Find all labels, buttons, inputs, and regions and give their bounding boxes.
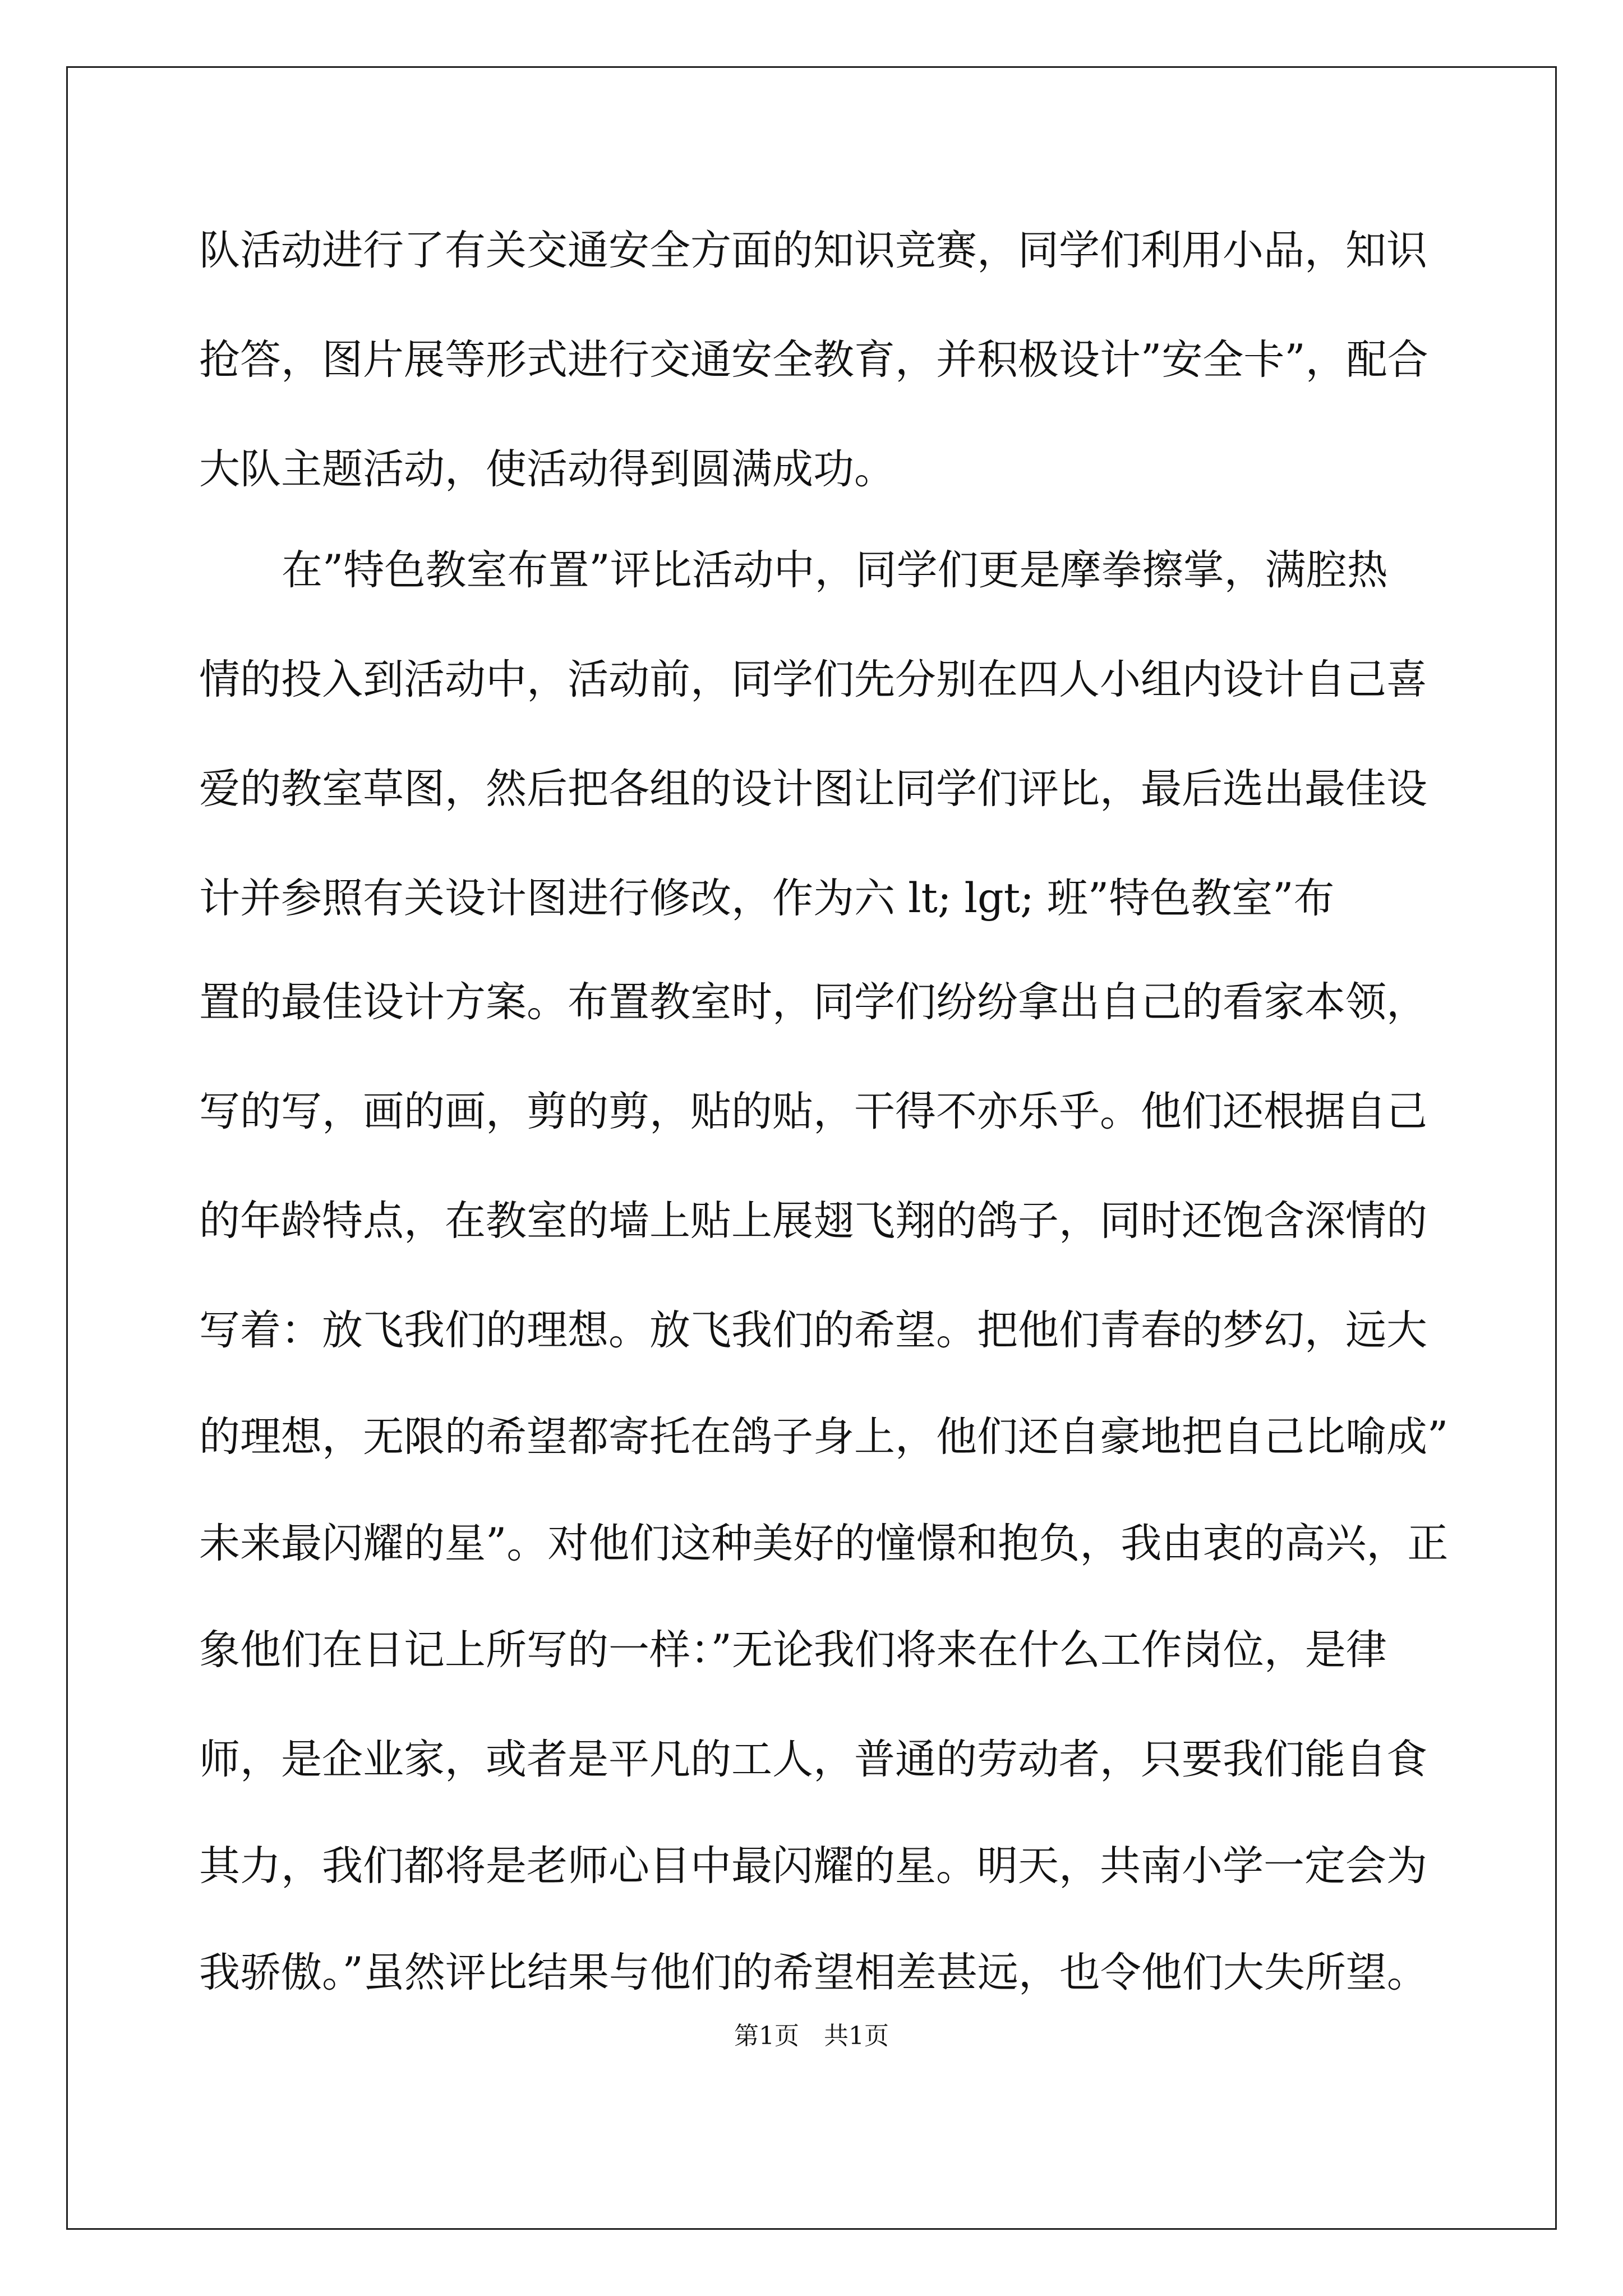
body-line-2: 抢答，图片展等形式进行交通安全教育，并积极设计”安全卡”，配合 xyxy=(199,336,1428,384)
body-line-10: 的年龄特点，在教室的墙上贴上展翅飞翔的鸽子，同时还饱含深情的 xyxy=(199,1197,1427,1245)
body-line-11: 写着：放飞我们的理想。放飞我们的希望。把他们青春的梦幻，远大 xyxy=(199,1306,1427,1354)
body-line-8: 置的最佳设计方案。布置教室时，同学们纷纷拿出自己的看家本领， xyxy=(199,978,1427,1026)
body-line-9: 写的写，画的画，剪的剪，贴的贴，干得不亦乐乎。他们还根据自己 xyxy=(199,1088,1427,1135)
body-line-7: 计并参照有关设计图进行修改，作为六 lt; lgt; 班”特色教室”布 xyxy=(199,875,1335,922)
body-line-15: 师，是企业家，或者是平凡的工人，普通的劳动者，只要我们能自食 xyxy=(199,1736,1427,1783)
body-line-16: 其力，我们都将是老师心目中最闪耀的星。明天，共南小学一定会为 xyxy=(199,1842,1427,1890)
body-line-5: 情的投入到活动中，活动前，同学们先分别在四人小组内设计自己喜 xyxy=(199,656,1427,703)
body-line-6: 爱的教室草图，然后把各组的设计图让同学们评比，最后选出最佳设 xyxy=(199,765,1427,813)
page-number-footer: 第1页 共1页 xyxy=(734,2022,889,2050)
body-line-13: 未来最闪耀的星”。对他们这种美好的憧憬和抱负，我由衷的高兴，正 xyxy=(199,1520,1449,1567)
body-line-3: 大队主题活动，使活动得到圆满成功。 xyxy=(199,445,895,493)
page-border xyxy=(66,66,1557,2230)
body-line-17: 我骄傲。”虽然评比结果与他们的希望相差甚远，也令他们大失所望。 xyxy=(199,1949,1428,1996)
body-line-14: 象他们在日记上所写的一样：”无论我们将来在什么工作岗位，是律 xyxy=(199,1626,1387,1674)
body-line-4: 在”特色教室布置”评比活动中，同学们更是摩拳擦掌，满腔热 xyxy=(282,546,1388,594)
body-line-12: 的理想，无限的希望都寄托在鸽子身上，他们还自豪地把自己比喻成” xyxy=(199,1413,1449,1461)
body-line-1: 队活动进行了有关交通安全方面的知识竞赛，同学们利用小品，知识 xyxy=(199,227,1427,274)
